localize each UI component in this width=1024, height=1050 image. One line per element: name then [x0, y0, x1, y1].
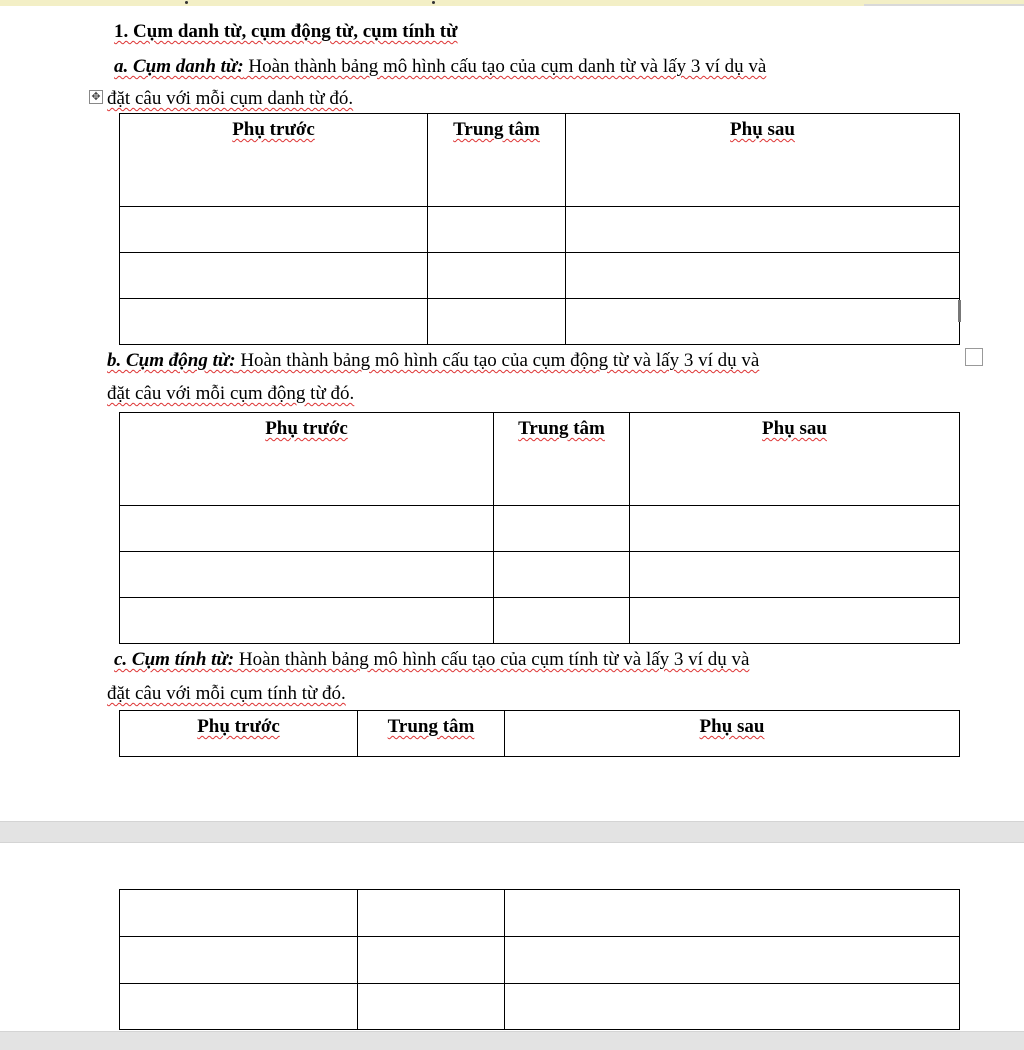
- table-header-cell[interactable]: [505, 711, 960, 757]
- section-c-line2: [107, 683, 346, 705]
- header-phu-sau: Phụ sau: [699, 716, 765, 737]
- page-bottom-gap: [0, 1031, 1024, 1050]
- table-cell[interactable]: [566, 299, 960, 345]
- header-trung-tam: Trung tâm: [387, 716, 475, 737]
- header-phu-sau: Phụ sau: [730, 119, 795, 140]
- header-phu-truoc: Phụ trước: [265, 418, 348, 439]
- section-b-line1: [107, 350, 759, 372]
- section-c-text2: đặt câu với mỗi cụm tính từ đó.: [107, 683, 346, 704]
- section-b-line2: [107, 383, 354, 405]
- adjective-phrase-table-header: [119, 710, 960, 757]
- table-cell[interactable]: [630, 506, 960, 552]
- section-heading: [114, 21, 458, 43]
- section-b-label: b. Cụm động từ:: [107, 350, 236, 371]
- table-cell[interactable]: [566, 253, 960, 299]
- table-cell[interactable]: [630, 552, 960, 598]
- text-cursor: [958, 300, 961, 322]
- section-a-line2: [107, 88, 353, 110]
- header-trung-tam: Trung tâm: [518, 418, 605, 439]
- header-phu-sau: Phụ sau: [762, 418, 827, 439]
- verb-phrase-table: [119, 412, 960, 644]
- table-cell[interactable]: [120, 937, 358, 984]
- table-cell[interactable]: [494, 598, 630, 644]
- section-a-text2: đặt câu với mỗi cụm danh từ đó.: [107, 88, 354, 109]
- section-a-label: a. Cụm danh từ:: [114, 56, 244, 77]
- table-header-cell[interactable]: [630, 413, 960, 506]
- table-cell[interactable]: [505, 890, 960, 937]
- ruler-line: [864, 4, 1024, 6]
- table-cell[interactable]: [566, 207, 960, 253]
- header-phu-truoc: Phụ trước: [232, 119, 315, 140]
- section-c-line1: [114, 649, 749, 671]
- adjective-phrase-table-body: [119, 889, 960, 1030]
- resize-icon[interactable]: [965, 348, 983, 366]
- table-cell[interactable]: [120, 506, 494, 552]
- table-header-cell[interactable]: [358, 711, 505, 757]
- table-cell[interactable]: [120, 598, 494, 644]
- section-b-text: Hoàn thành bảng mô hình cấu tạo của cụm động từ và lấy 3 ví dụ và: [235, 350, 760, 371]
- table-cell[interactable]: [358, 984, 505, 1030]
- table-cell[interactable]: [428, 207, 566, 253]
- page-break: [0, 821, 1024, 843]
- table-cell[interactable]: [120, 552, 494, 598]
- table-cell[interactable]: [494, 552, 630, 598]
- table-cell[interactable]: [120, 299, 428, 345]
- section-c-label: c. Cụm tính từ:: [114, 649, 235, 670]
- table-cell[interactable]: [358, 890, 505, 937]
- table-header-cell[interactable]: [428, 114, 566, 207]
- table-cell[interactable]: [494, 506, 630, 552]
- table-cell[interactable]: [505, 984, 960, 1030]
- table-header-cell[interactable]: [566, 114, 960, 207]
- table-cell[interactable]: [505, 937, 960, 984]
- header-phu-truoc: Phụ trước: [197, 716, 280, 737]
- ruler-marker: [185, 1, 188, 4]
- header-trung-tam: Trung tâm: [453, 119, 540, 140]
- table-cell[interactable]: [120, 207, 428, 253]
- table-cell[interactable]: [428, 253, 566, 299]
- table-cell[interactable]: [428, 299, 566, 345]
- table-header-cell[interactable]: [120, 711, 358, 757]
- move-icon[interactable]: ✥: [89, 90, 103, 104]
- section-a-text: Hoàn thành bảng mô hình cấu tạo của cụm danh từ và lấy 3 ví dụ và: [243, 56, 767, 77]
- noun-phrase-table: [119, 113, 960, 345]
- ruler-bar: [0, 0, 1024, 6]
- table-cell[interactable]: [120, 890, 358, 937]
- section-b-text2: đặt câu với mỗi cụm động từ đó.: [107, 383, 355, 404]
- heading-text: 1. Cụm danh từ, cụm động từ, cụm tính từ: [114, 21, 458, 42]
- table-header-cell[interactable]: [120, 413, 494, 506]
- table-cell[interactable]: [120, 253, 428, 299]
- ruler-marker: [432, 1, 435, 4]
- section-a-line1: [114, 56, 766, 78]
- table-header-cell[interactable]: [120, 114, 428, 207]
- section-c-text: Hoàn thành bảng mô hình cấu tạo của cụm tính từ và lấy 3 ví dụ và: [234, 649, 750, 670]
- table-cell[interactable]: [120, 984, 358, 1030]
- table-header-cell[interactable]: [494, 413, 630, 506]
- table-cell[interactable]: [630, 598, 960, 644]
- table-cell[interactable]: [358, 937, 505, 984]
